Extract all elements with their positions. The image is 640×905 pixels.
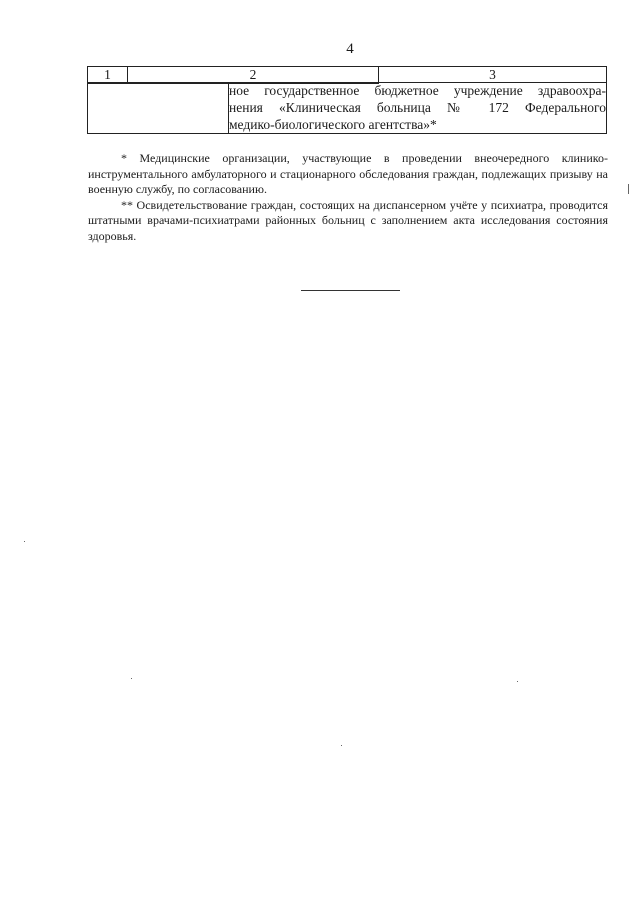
- scan-speck: [131, 678, 132, 679]
- table-header-row: [88, 67, 607, 83]
- table-row: [88, 82, 607, 134]
- scan-speck: [517, 681, 518, 682]
- cell-line: нения «Клиническая больница № 172 Федерального: [229, 100, 606, 115]
- column-header-1: 1: [88, 67, 128, 83]
- cell-line: ное государственное бюджетное учреждение здравоохра-: [229, 83, 606, 98]
- scan-speck: [628, 184, 629, 194]
- table-cell-empty: [88, 82, 229, 134]
- column-header-2: 2: [128, 67, 379, 83]
- cell-line: медико-биологического агентства»*: [229, 117, 437, 132]
- continuation-table-body: [87, 82, 607, 134]
- scan-speck: [341, 745, 342, 746]
- scan-speck: [24, 541, 25, 542]
- page-number: 4: [346, 41, 354, 57]
- column-header-3: 3: [379, 67, 607, 83]
- table-cell-organization: [229, 82, 607, 134]
- footnote-1: * Медицинские организации, участвующие в проведении внеочередного клинико-инструментального амбулаторного и стационарного обследования граждан, подлежащих призыву на военную службу, по согласованию.: [88, 151, 608, 196]
- separator-line: [301, 290, 400, 291]
- footnotes: [88, 151, 608, 244]
- footnote-2: ** Освидетельствование граждан, состоящих на диспансерном учёте у психиатра, проводится штатными врачами-психиатрами районных больниц с заполнением акта исследования состояния здоровья.: [88, 197, 608, 243]
